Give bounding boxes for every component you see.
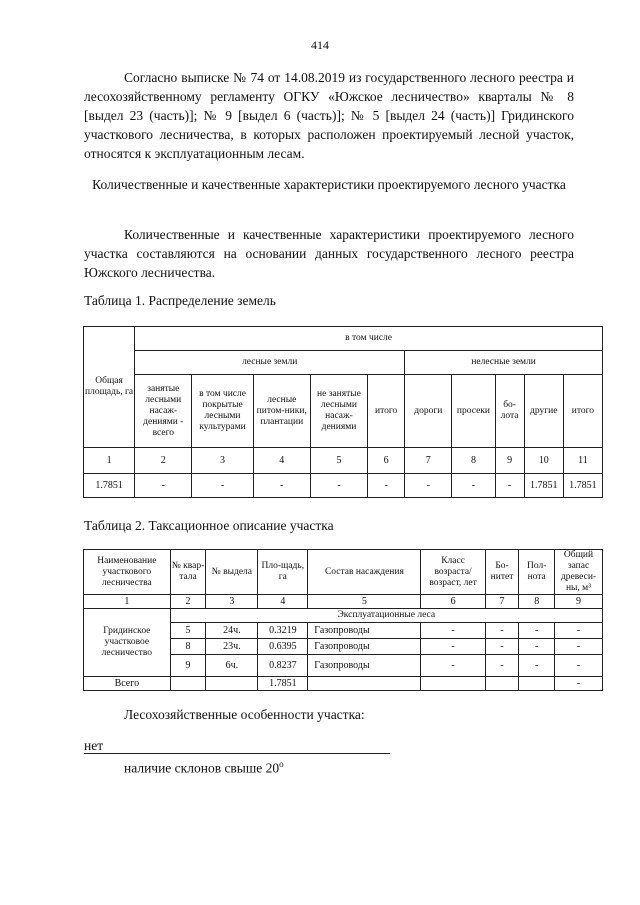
table2-caption: Таблица 2. Таксационное описание участка (84, 518, 334, 533)
table1-header-total: Общая площадь, га (84, 327, 135, 448)
table1-num-cell: 3 (192, 448, 253, 474)
table1-col-header: итого (368, 375, 405, 448)
table2-col-header: Общий запас древеси-ны, м³ (555, 550, 603, 595)
table1-num-cell: 4 (253, 448, 310, 474)
table1-col-header: бо-лота (495, 375, 524, 448)
table1-value-cell: - (192, 474, 253, 498)
table2-cell: - (421, 639, 485, 655)
table2-num-cell: 6 (421, 595, 485, 609)
slopes-line (124, 759, 284, 777)
table1-col-header: не занятые лесными насаж-дениями (310, 375, 367, 448)
table2-num-cell: 7 (485, 595, 519, 609)
table2-cell: - (555, 639, 603, 655)
table2-cell: - (485, 639, 519, 655)
table2-cell: - (519, 655, 555, 677)
land-distribution-table (83, 326, 603, 498)
table1-col-header: просеки (452, 375, 495, 448)
table2-number-row (84, 595, 603, 609)
intro-paragraph: Согласно выписке № 74 от 14.08.2019 из государственного лесного реестра и лесохозяйственному регламенту ОГКУ «Южское лесничество» кварталы № 8 [выдел 23 (часть)]; № 9 [выдел 6 (часть)]; № 5 [выдел 24 (часть)] Гридинского участкового лесничества, в которых расположен проектируемый лесной участок, относятся к эксплуатационным лесам. (84, 70, 574, 161)
table2-cell: 8 (170, 639, 206, 655)
table2-cell: - (555, 623, 603, 639)
table1-value-cell: - (368, 474, 405, 498)
table1-value-cell: 1.7851 (563, 474, 602, 498)
table2-num-cell: 8 (519, 595, 555, 609)
table2-cell: - (519, 639, 555, 655)
table1-header-forest: лесные земли (135, 351, 405, 375)
table2-cell: - (519, 623, 555, 639)
table2-cell: - (421, 655, 485, 677)
table1-header-nonforest: нелесные земли (405, 351, 603, 375)
table1-num-cell: 2 (135, 448, 192, 474)
table1-value-cell: - (310, 474, 367, 498)
table2-cell: Газопроводы (308, 655, 421, 677)
total-stock: - (555, 677, 603, 691)
table1-num-cell: 6 (368, 448, 405, 474)
total-area: 1.7851 (258, 677, 308, 691)
page-number: 414 (311, 38, 329, 52)
degree-sup: о (279, 759, 284, 769)
features-underline (84, 753, 390, 754)
table2-cell: 9 (170, 655, 206, 677)
table1-value-cell: - (452, 474, 495, 498)
table2-cell: 5 (170, 623, 206, 639)
table2-cell: - (485, 623, 519, 639)
table2-cell: 0.6395 (258, 639, 308, 655)
table2-num-cell: 2 (170, 595, 206, 609)
table2-cell: Газопроводы (308, 623, 421, 639)
table1-value-cell: 1.7851 (524, 474, 563, 498)
table1-num-cell: 10 (524, 448, 563, 474)
total-label: Всего (84, 677, 171, 691)
table2-num-cell: 1 (84, 595, 171, 609)
table1-value-cell: 1.7851 (84, 474, 135, 498)
forest-type-label: Эксплуатационные леса (170, 609, 602, 623)
table2-num-cell: 9 (555, 595, 603, 609)
table2-cell: 0.8237 (258, 655, 308, 677)
table2-col-header: Наименование участкового лесничества (84, 550, 171, 595)
table-row (84, 474, 603, 498)
table2-col-header: Бо-нитет (485, 550, 519, 595)
table1-col-header: в том числе покрытые лесными культурами (192, 375, 253, 448)
table1-col-header: лесные питом-ники, плантации (253, 375, 310, 448)
table2-cell: Газопроводы (308, 639, 421, 655)
table2-cell: - (421, 623, 485, 639)
table2-cell: 24ч. (206, 623, 258, 639)
table1-value-cell: - (253, 474, 310, 498)
table1-col-header: занятые лесными насаж-дениями - всего (135, 375, 192, 448)
table1-num-cell: 5 (310, 448, 367, 474)
features-value: нет (84, 738, 104, 753)
table2-num-cell: 4 (258, 595, 308, 609)
table2-cell: 6ч. (206, 655, 258, 677)
taxation-table (83, 549, 603, 691)
table2-col-header: Класс возраста/ возраст, лет (421, 550, 485, 595)
table2-col-header: № квар-тала (170, 550, 206, 595)
table2-cell: - (555, 655, 603, 677)
table2-col-header: Состав насаждения (308, 550, 421, 595)
table1-num-cell: 1 (84, 448, 135, 474)
table1-value-cell: - (405, 474, 452, 498)
table1-number-row (84, 448, 603, 474)
table1-value-cell: - (135, 474, 192, 498)
table2-num-cell: 5 (308, 595, 421, 609)
table2-cell: 23ч. (206, 639, 258, 655)
section-paragraph: Количественные и качественные характеристики проектируемого лесного участка составляются на основании данных государственного лесного реестра Южского лесничества. (84, 227, 574, 280)
table2-col-header: Пол-нота (519, 550, 555, 595)
features-heading: Лесохозяйственные особенности участка: (124, 707, 365, 722)
table1-caption: Таблица 1. Распределение земель (84, 293, 276, 308)
table1-col-header: другие (524, 375, 563, 448)
table1-num-cell: 7 (405, 448, 452, 474)
lesnichestvo-name: Гридинское участковое лесничество (84, 609, 171, 677)
table2-col-header: № выдела (206, 550, 258, 595)
table1-num-cell: 11 (563, 448, 602, 474)
table1-value-cell: - (495, 474, 524, 498)
table2-cell: - (485, 655, 519, 677)
table1-col-header: дороги (405, 375, 452, 448)
table1-col-header: итого (563, 375, 602, 448)
table2-cell: 0.3219 (258, 623, 308, 639)
table2-col-header: Пло-щадь, га (258, 550, 308, 595)
table1-num-cell: 9 (495, 448, 524, 474)
table2-num-cell: 3 (206, 595, 258, 609)
table1-header-incl: в том числе (135, 327, 603, 351)
slopes-text: наличие склонов свыше 20 (124, 760, 280, 776)
section-heading: Количественные и качественные характеристики проектируемого лесного участка (92, 177, 566, 192)
table2-total-row (84, 677, 603, 691)
table1-num-cell: 8 (452, 448, 495, 474)
